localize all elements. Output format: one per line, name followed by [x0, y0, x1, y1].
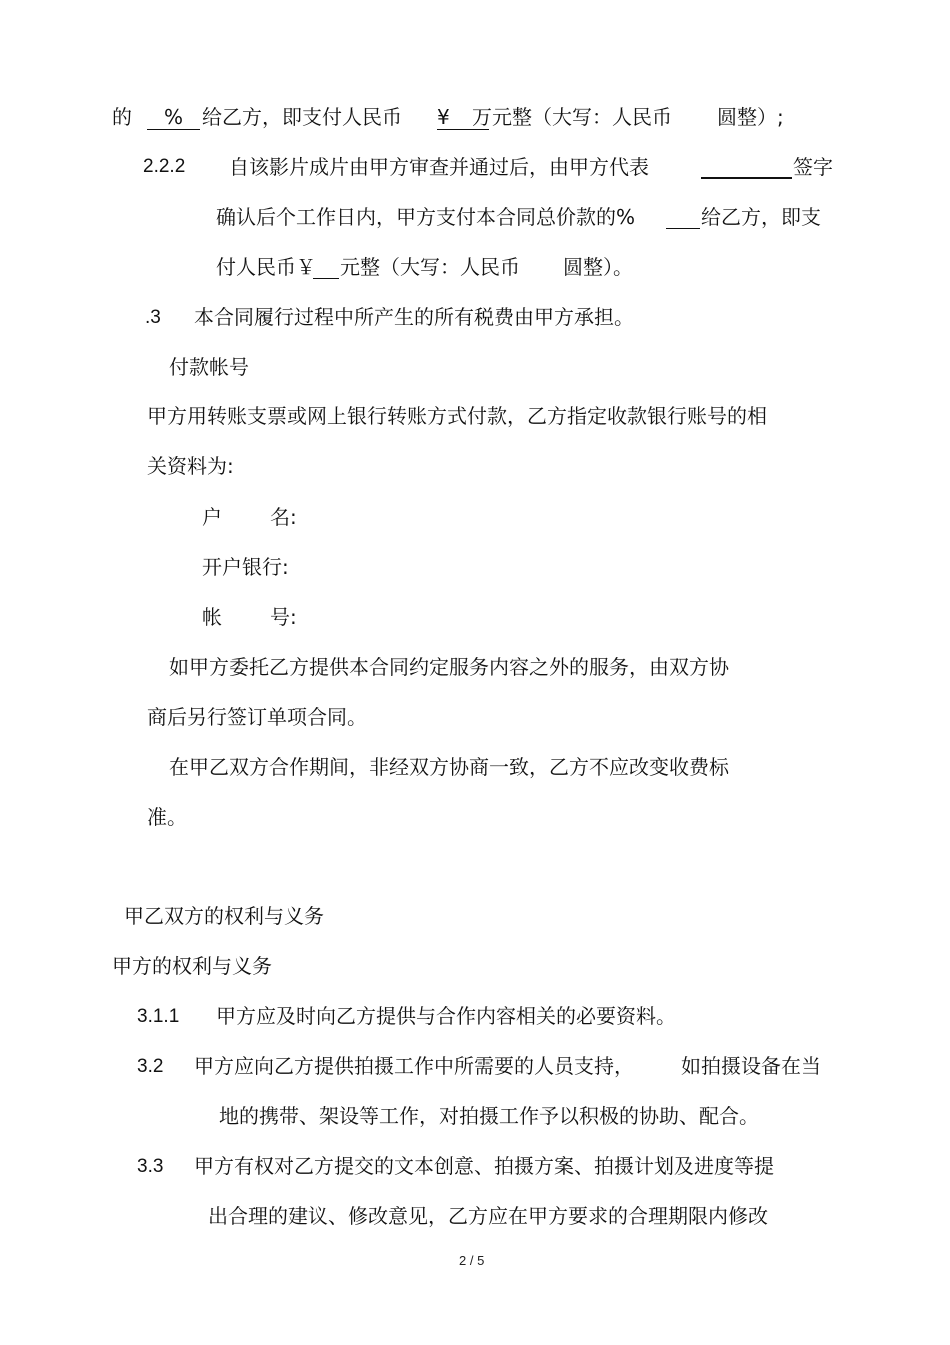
blank-percent: %: [147, 105, 200, 130]
text-line: 自该影片成片由甲方审查并通过后，由甲方代表: [229, 155, 649, 179]
blank-yen: ¥: [437, 105, 489, 130]
clause-number: 2.2.2: [143, 156, 186, 177]
field-label: 开户银行:: [202, 555, 289, 579]
field-label: 名:: [270, 505, 297, 529]
text-line: 甲方应及时向乙方提供与合作内容相关的必要资料。: [216, 1004, 676, 1028]
clause-number: 3.1.1: [137, 1006, 180, 1027]
text-line: 付人民币￥: [216, 255, 316, 279]
blank-line: [701, 177, 792, 179]
blank-line: [313, 278, 339, 279]
text-line: 在甲乙双方合作期间，非经双方协商一致，乙方不应改变收费标: [169, 755, 729, 779]
text-line: 圆整）。: [563, 255, 633, 279]
text-line: 给乙方，即支付人民币: [202, 105, 402, 129]
text-line: 圆整）;: [717, 105, 784, 129]
text-line: 给乙方，即支: [701, 205, 821, 229]
text-line: 本合同履行过程中所产生的所有税费由甲方承担。: [194, 305, 634, 329]
text-line: 地的携带、架设等工作，对拍摄工作予以积极的协助、配合。: [219, 1104, 759, 1128]
section-heading: 付款帐号: [169, 355, 249, 379]
text-line: 确认后个工作日内，甲方支付本合同总价款的%: [216, 205, 636, 229]
text-line: 万元整（大写：人民币: [472, 105, 672, 129]
text-line: 签字: [793, 155, 833, 179]
section-heading: 甲乙双方的权利与义务: [124, 904, 324, 928]
text-line: 出合理的建议、修改意见，乙方应在甲方要求的合理期限内修改: [208, 1204, 768, 1228]
text-line: 如拍摄设备在当: [681, 1054, 821, 1078]
page-number: 2 / 5: [459, 1253, 485, 1268]
clause-number: 3.2: [137, 1056, 164, 1077]
field-label: 帐: [202, 605, 222, 629]
blank-line: [666, 228, 700, 229]
text-line: 如甲方委托乙方提供本合同约定服务内容之外的服务，由双方协: [169, 655, 729, 679]
field-label: 户: [202, 505, 222, 529]
text-line: 关资料为:: [147, 454, 234, 478]
section-heading: 甲方的权利与义务: [112, 954, 272, 978]
text-line: 元整（大写：人民币: [340, 255, 520, 279]
clause-number: 3.3: [137, 1156, 164, 1177]
text-line: 甲方有权对乙方提交的文本创意、拍摄方案、拍摄计划及进度等提: [194, 1154, 774, 1178]
text-line: 准。: [147, 805, 187, 829]
clause-number: .3: [145, 307, 161, 328]
field-label: 号:: [270, 605, 297, 629]
text-line: 甲方用转账支票或网上银行转账方式付款，乙方指定收款银行账号的相: [147, 404, 767, 428]
text-line: 的: [112, 105, 132, 129]
text-line: 甲方应向乙方提供拍摄工作中所需要的人员支持，: [194, 1054, 634, 1078]
text-line: 商后另行签订单项合同。: [147, 705, 367, 729]
